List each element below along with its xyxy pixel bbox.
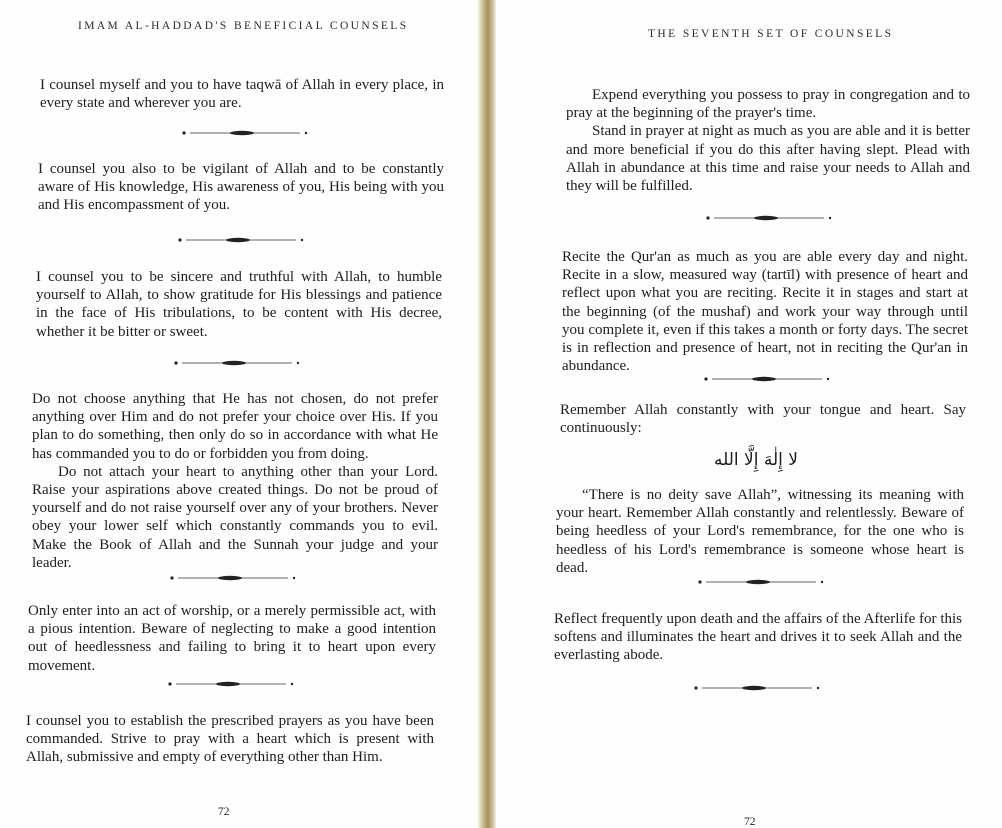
counsel-paragraph	[32, 390, 438, 572]
paragraph-text: Only enter into an act of worship, or a merely permissible act, with a pious intention. Beware of neglecting to make a good intention out of heedlessness and failing to bring it to heart upon every movement.	[28, 603, 436, 674]
paragraph-text: Expend everything you possess to pray in congregation and to pray at the beginning of the prayer's time.	[566, 87, 970, 122]
paragraph-text: I counsel you to be sincere and truthful with Allah, to humble yourself to Allah, to show gratitude for His blessings and patience in the face of His tribulations, to be content with His decree, whether it be bitter or sweet.	[36, 269, 442, 340]
counsel-paragraph	[554, 610, 962, 665]
counsel-paragraph	[26, 712, 434, 767]
paragraph-text: Do not choose anything that He has not chosen, do not prefer anything over Him and do not prefer your choice over His. If you plan to do something, then only do so in accordance with what He has commanded you to do or forbidden you from doing.	[32, 391, 438, 462]
paragraph-text: Remember Allah constantly with your tongue and heart. Say continuously:	[560, 402, 966, 437]
counsel-paragraph	[560, 401, 966, 437]
page-number: 72	[218, 806, 230, 818]
running-head-left: IMAM AL-HADDAD'S BENEFICIAL COUNSELS	[78, 20, 409, 32]
counsel-paragraph	[562, 248, 968, 375]
ornamental-rule-icon	[176, 236, 306, 244]
ornamental-rule-icon	[692, 684, 822, 692]
ornamental-rule-icon	[702, 375, 832, 383]
ornamental-rule-icon	[172, 359, 302, 367]
arabic-phrase: لا إِلٰهَ إِلَّا الله	[714, 450, 798, 470]
paragraph-text: Recite the Qur'an as much as you are able every day and night. Recite in a slow, measured way (tartīl) with presence of heart and reflect upon what you are reciting. Recite it in stages and start at the beginning (of the mushaf) and work your way through until you complete it, even if this takes a month or forty days. The secret is in reflection and presence of heart, not in reciting the Qur'an in abundance.	[562, 249, 968, 375]
counsel-paragraph	[40, 76, 444, 112]
paragraph-text: I counsel you also to be vigilant of Allah and to be constantly aware of His knowledge, His awareness of you, His being with you and His encompassment of you.	[38, 161, 444, 214]
book-gutter	[478, 0, 496, 828]
counsel-paragraph	[38, 160, 444, 215]
counsel-paragraph	[566, 86, 970, 195]
paragraph-text: I counsel myself and you to have taqwā of Allah in every place, in every state and wherever you are.	[40, 77, 444, 112]
running-head-right: THE SEVENTH SET OF COUNSELS	[648, 28, 894, 40]
counsel-paragraph	[28, 602, 436, 675]
paragraph-text: Stand in prayer at night as much as you are able and it is better and more beneficial if you do this after having slept. Plead with Allah in abundance at this time and raise your needs to Allah and they will be fulfilled.	[566, 123, 970, 195]
ornamental-rule-icon	[180, 129, 310, 137]
ornamental-rule-icon	[166, 680, 296, 688]
right-page	[496, 0, 1002, 828]
paragraph-text: I counsel you to establish the prescribed prayers as you have been commanded. Strive to pray with a heart which is present with Allah, submissive and empty of everything other than Him.	[26, 713, 434, 766]
counsel-paragraph	[556, 486, 964, 577]
counsel-paragraph	[36, 268, 442, 341]
page-number: 72	[744, 816, 756, 828]
paragraph-text: “There is no deity save Allah”, witnessing its meaning with your heart. Remember Allah constantly and relentlessly. Beware of being heedless of your Lord's remembrance, for the one who is heedless of his Lord's remembrance is someone whose heart is dead.	[556, 487, 964, 576]
ornamental-rule-icon	[704, 214, 834, 222]
paragraph-text: Reflect frequently upon death and the affairs of the Afterlife for this softens and illuminates the heart and drives it to seek Allah and the everlasting abode.	[554, 611, 962, 664]
paragraph-text: Do not attach your heart to anything other than your Lord. Raise your aspirations above created things. Do not be proud of yourself and do not raise yourself over any of your brothers. Never obey your lower self which constantly commands you to evil. Make the Book of Allah and the Sunnah your judge and your leader.	[32, 463, 438, 571]
left-page	[0, 0, 478, 828]
ornamental-rule-icon	[696, 578, 826, 586]
ornamental-rule-icon	[168, 574, 298, 582]
